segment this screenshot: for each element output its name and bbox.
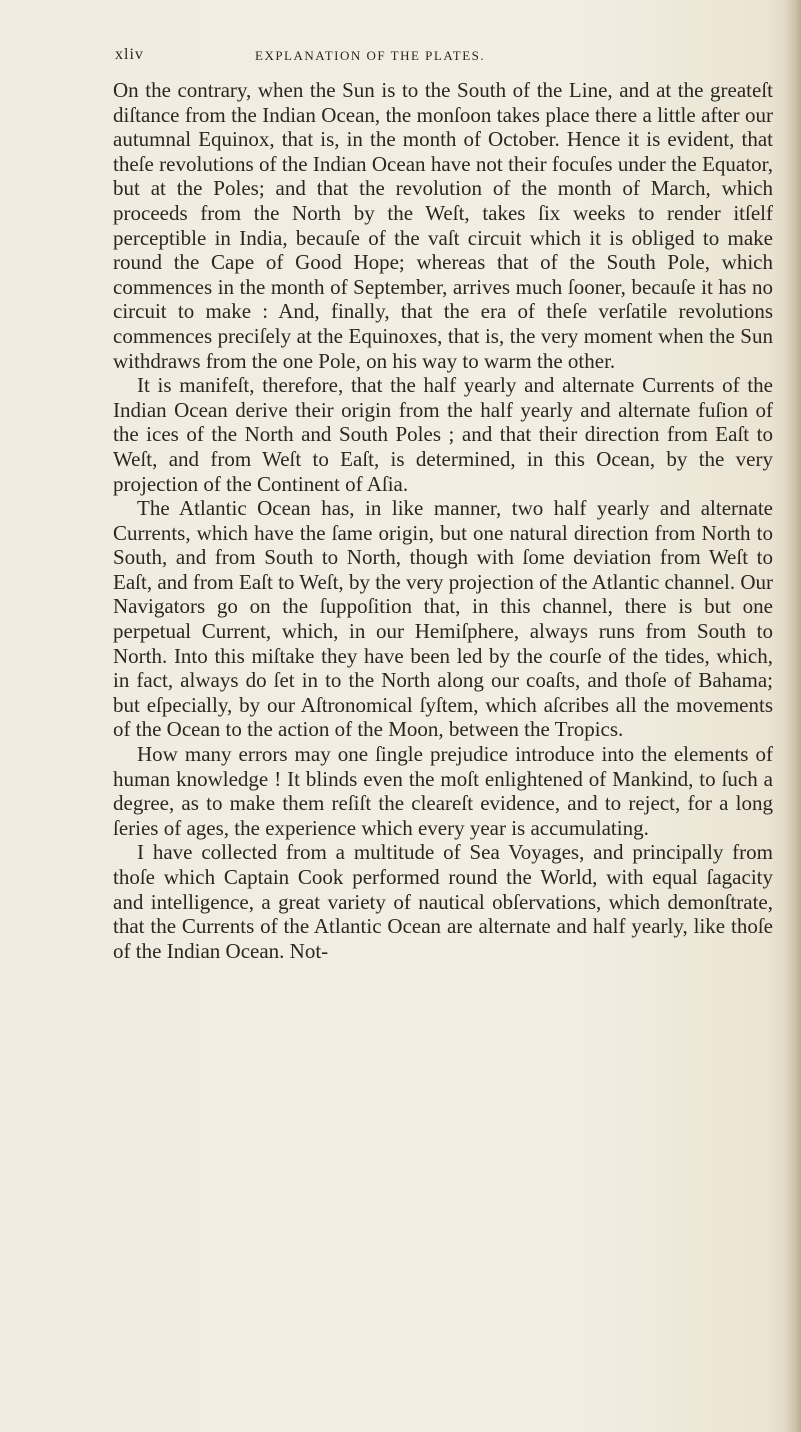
running-head <box>115 44 675 70</box>
paragraph: On the contrary, when the Sun is to the South of the Line, and at the greateſt diſtance from the Indian Ocean, the monſoon takes place there a little after our autumnal Equinox, that is, in the month of October. Hence it is evident, that theſe revolutions of the Indian Ocean have not their focuſes under the Equator, but at the Poles; and that the revolution of the month of March, which proceeds from the North by the Weſt, takes ſix weeks to render itſelf perceptible in India, becauſe of the vaſt circuit which it is obliged to make round the Cape of Good Hope; whereas that of the South Pole, which commences in the month of September, arrives much ſooner, becauſe it has no circuit to make : And, finally, that the era of theſe verſatile revolutions commences preciſely at the Equinoxes, that is, the very moment when the Sun withdraws from the one Pole, on his way to warm the other. <box>113 78 773 373</box>
running-title: EXPLANATION OF THE PLATES. <box>255 48 486 63</box>
paragraph: I have collected from a multitude of Sea Voyages, and principally from thoſe which Captain Cook performed round the World, with equal ſagacity and intelligence, a great variety of nautical obſervations, which demonſtrate, that the Currents of the Atlantic Ocean are alternate and half yearly, like thoſe of the Indian Ocean. Not- <box>113 840 773 963</box>
page-edge-shadow <box>785 0 801 1432</box>
paragraph: The Atlantic Ocean has, in like manner, two half yearly and alternate Currents, which have the ſame origin, but one natural direction from North to South, and from South to North, though with ſome deviation from Weſt to Eaſt, and from Eaſt to Weſt, by the very projection of the Atlantic channel. Our Navigators go on the ſuppoſition that, in this channel, there is but one perpetual Current, which, in our Hemiſphere, always runs from South to North. Into this miſtake they have been led by the courſe of the tides, which, in fact, always do ſet in to the North along our coaſts, and thoſe of Bahama; but eſpecially, by our Aſtronomical ſyſtem, which aſcribes all the movements of the Ocean to the action of the Moon, between the Tropics. <box>113 496 773 742</box>
paragraph: It is manifeſt, therefore, that the half yearly and alternate Currents of the Indian Ocean derive their origin from the half yearly and alternate fuſion of the ices of the North and South Poles ; and that their direction from Eaſt to Weſt, and from Weſt to Eaſt, is determined, in this Ocean, by the very projection of the Continent of Aſia. <box>113 373 773 496</box>
body-text <box>113 78 773 963</box>
paragraph: How many errors may one ſingle prejudice introduce into the elements of human knowledge ! It blinds even the moſt enlightened of Mankind, to ſuch a degree, as to make them reſiſt the cleareſt evidence, and to reject, for a long ſeries of ages, the experience which every year is accumulating. <box>113 742 773 840</box>
page-number: xliv <box>115 46 144 63</box>
